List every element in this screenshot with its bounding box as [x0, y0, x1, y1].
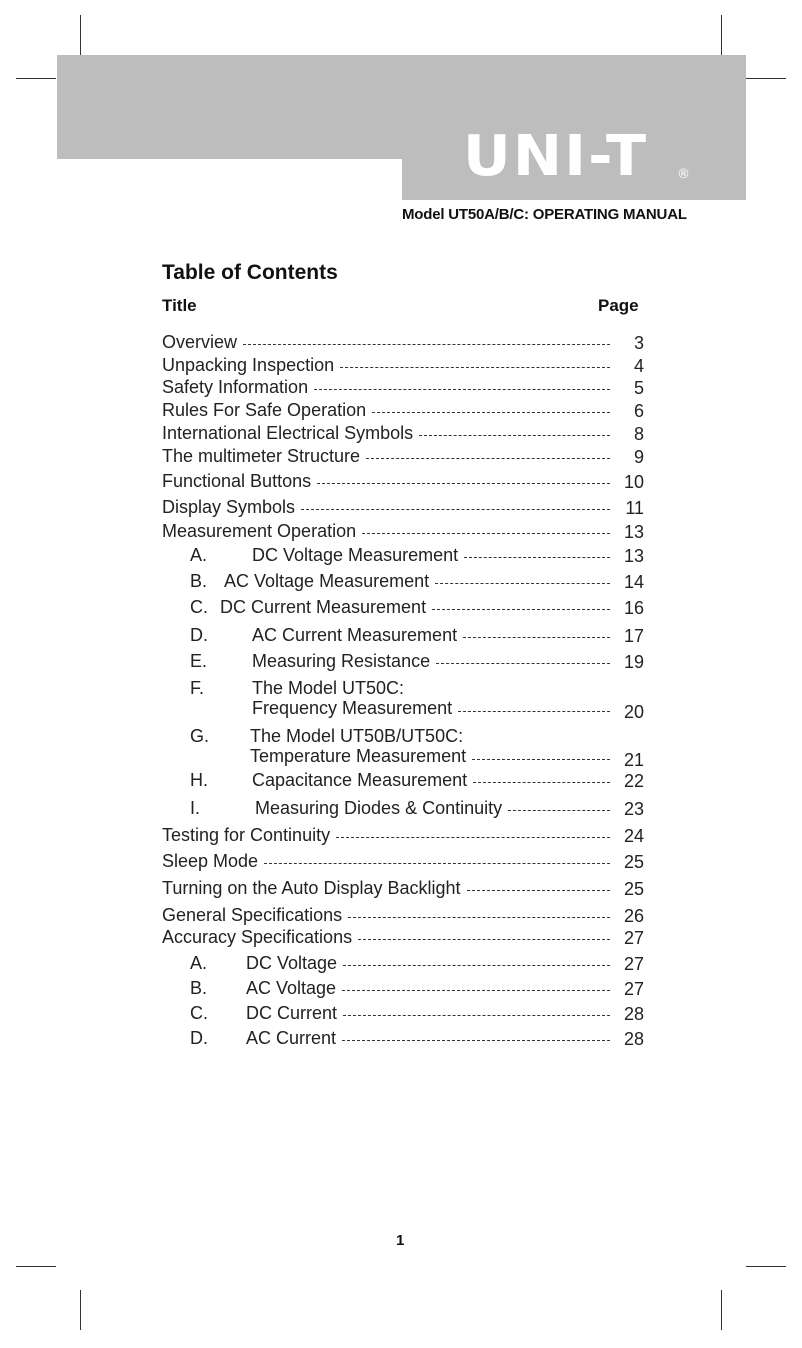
toc-entry-title	[246, 953, 337, 974]
toc-entry-leader	[473, 782, 610, 783]
toc-entry[interactable]	[0, 400, 802, 424]
toc-entry-leader	[336, 837, 610, 838]
toc-entry-letter: I.	[190, 798, 201, 818]
toc-entry-leader	[348, 917, 610, 918]
toc-entry[interactable]	[0, 377, 802, 401]
toc-entry-page: 19	[623, 652, 644, 672]
toc-entry-title-line: Turning on the Auto Display Backlight	[162, 878, 461, 898]
toc-entry-page: 28	[623, 1004, 644, 1024]
toc-entry-title	[252, 545, 458, 566]
toc-entry[interactable]	[0, 978, 802, 1002]
toc-entry-page: 11	[625, 498, 644, 518]
toc-entry-title-line: DC Voltage Measurement	[252, 545, 459, 565]
toc-entry[interactable]	[0, 651, 802, 675]
toc-entry-letter: B.	[190, 571, 208, 591]
toc-entry-title-line: Testing for Continuity	[162, 825, 331, 845]
toc-entry-leader	[342, 1040, 610, 1041]
crop-mark-bottom-right-h	[746, 1266, 786, 1267]
toc-entry-title-line: DC Current Measurement	[220, 597, 427, 617]
toc-entry-page: 28	[623, 1029, 644, 1049]
toc-entry-leader	[366, 458, 610, 459]
toc-entry-leader	[340, 367, 610, 368]
toc-entry-letter: G.	[190, 726, 210, 746]
toc-entry-title-line: Unpacking Inspection	[162, 355, 335, 375]
toc-entry-leader	[419, 435, 610, 436]
toc-entry-page: 10	[623, 472, 644, 492]
toc-entry[interactable]	[0, 825, 802, 849]
toc-entry[interactable]	[0, 355, 802, 379]
toc-entry-page: 5	[633, 378, 644, 398]
toc-entry-title	[246, 978, 336, 999]
toc-entry-leader	[314, 389, 610, 390]
toc-entry-letter: D.	[190, 625, 208, 645]
toc-entry-leader	[508, 810, 610, 811]
toc-entry-page: 17	[623, 626, 644, 646]
toc-entry-page: 27	[623, 979, 644, 999]
toc-entry-leader	[436, 663, 610, 664]
toc-entry-title-line: Display Symbols	[162, 497, 296, 517]
toc-entry-letter: B.	[190, 978, 208, 998]
toc-entry-title	[252, 651, 430, 672]
toc-entry[interactable]	[0, 678, 802, 722]
toc-entry-title-line: The Model UT50C:	[252, 678, 405, 698]
crop-mark-top-left	[80, 15, 81, 55]
toc-entry[interactable]	[0, 545, 802, 569]
toc-entry-leader	[317, 483, 610, 484]
toc-entry-leader	[472, 759, 610, 760]
toc-entry-title	[162, 851, 258, 872]
toc-entry-title-line: AC Current Measurement	[252, 625, 458, 645]
toc-entry-title-line: Capacitance Measurement	[252, 770, 468, 790]
toc-entry-letter: F.	[190, 678, 205, 698]
toc-entry[interactable]	[0, 497, 802, 521]
toc-entry-leader	[301, 509, 610, 510]
toc-entry-leader	[372, 412, 610, 413]
toc-entry[interactable]	[0, 1028, 802, 1052]
toc-entry[interactable]	[0, 446, 802, 470]
toc-entry[interactable]	[0, 953, 802, 977]
toc-entry-title-line: Functional Buttons	[162, 471, 312, 491]
toc-entry-letter: D.	[190, 1028, 208, 1048]
crop-mark-top-right-h	[746, 78, 786, 79]
toc-heading: Table of Contents	[162, 261, 338, 284]
toc-entry-title	[162, 400, 366, 421]
toc-entry-leader	[343, 1015, 610, 1016]
toc-entry-title-line-2: Frequency Measurement	[252, 698, 453, 718]
toc-entry-title-line: Safety Information	[162, 377, 309, 397]
toc-entry-title	[246, 1003, 337, 1024]
brand-logo: UNI-T	[463, 124, 649, 189]
toc-entry-title	[162, 878, 461, 899]
toc-entry[interactable]	[0, 332, 802, 356]
toc-entry[interactable]	[0, 770, 802, 794]
toc-entry-title-line: DC Voltage	[246, 953, 338, 973]
toc-entry-title-line: AC Current	[246, 1028, 337, 1048]
toc-entry-title	[252, 625, 457, 646]
toc-entry-title-line: Measurement Operation	[162, 521, 357, 541]
toc-entry-letter: E.	[190, 651, 208, 671]
toc-entry-leader	[464, 557, 610, 558]
toc-entry-title	[162, 825, 330, 846]
toc-entry-title	[252, 678, 452, 718]
toc-entry-letter: C.	[190, 597, 208, 617]
toc-entry[interactable]	[0, 927, 802, 951]
toc-entry[interactable]	[0, 423, 802, 447]
crop-mark-bottom-left	[80, 1290, 81, 1330]
toc-entry-letter: H.	[190, 770, 208, 790]
registered-mark: ®	[677, 167, 690, 182]
toc-entry-title	[246, 1028, 336, 1049]
toc-entry-leader	[343, 965, 610, 966]
toc-entry-leader	[362, 533, 610, 534]
toc-entry-title-line: Overview	[162, 332, 238, 352]
toc-entry-leader	[264, 863, 610, 864]
toc-entry-leader	[243, 344, 610, 345]
toc-entry[interactable]	[0, 798, 802, 822]
toc-entry-title-line: AC Voltage	[246, 978, 337, 998]
toc-entry-leader	[463, 637, 610, 638]
toc-entry-title	[162, 521, 356, 542]
toc-entry-title	[220, 597, 426, 618]
toc-entry-title-line: Rules For Safe Operation	[162, 400, 367, 420]
toc-entry-page: 26	[623, 906, 644, 926]
toc-entry-letter: A.	[190, 545, 208, 565]
toc-entry[interactable]	[0, 521, 802, 545]
toc-entry[interactable]	[0, 878, 802, 902]
toc-entry-page: 4	[633, 356, 644, 376]
toc-entry-page: 27	[623, 928, 644, 948]
toc-column-page: Page	[598, 296, 639, 315]
toc-entry-title-line: The multimeter Structure	[162, 446, 361, 466]
toc-entry-leader	[358, 939, 610, 940]
toc-entry[interactable]	[0, 571, 802, 595]
manual-title: Model UT50A/B/C: OPERATING MANUAL	[402, 206, 687, 223]
toc-entry-page: 14	[623, 572, 644, 592]
toc-entry-title	[162, 332, 237, 353]
toc-entry-page: 13	[623, 522, 644, 542]
toc-entry-letter: C.	[190, 1003, 208, 1023]
toc-entry-title-line: Accuracy Specifications	[162, 927, 353, 947]
toc-entry-leader	[435, 583, 610, 584]
toc-entry-leader	[467, 890, 610, 891]
toc-entry-page: 20	[623, 702, 644, 722]
toc-entry[interactable]	[0, 597, 802, 621]
toc-entry-leader	[458, 711, 610, 712]
toc-entry-title	[162, 377, 308, 398]
toc-entry-page: 16	[623, 598, 644, 618]
toc-entry-title	[255, 798, 502, 819]
toc-entry-page: 22	[623, 771, 644, 791]
toc-entry-title-line: AC Voltage Measurement	[224, 571, 430, 591]
toc-entry-leader	[432, 609, 610, 610]
toc-entry-title-line: Measuring Resistance	[252, 651, 431, 671]
toc-entry-page: 9	[633, 447, 644, 467]
toc-entry-page: 6	[633, 401, 644, 421]
toc-entry-leader	[342, 990, 610, 991]
toc-entry[interactable]	[0, 726, 802, 770]
toc-entry-title	[162, 446, 360, 467]
toc-entry-page: 13	[623, 546, 644, 566]
toc-entry[interactable]	[0, 851, 802, 875]
toc-entry[interactable]	[0, 625, 802, 649]
toc-entry-page: 3	[633, 333, 644, 353]
toc-entry-title	[162, 355, 334, 376]
crop-mark-bottom-right	[721, 1290, 722, 1330]
toc-entry-page: 23	[623, 799, 644, 819]
toc-entry-title	[252, 770, 467, 791]
toc-entry-letter: A.	[190, 953, 208, 973]
toc-entry-title-line: Measuring Diodes & Continuity	[255, 798, 503, 818]
toc-entry-title-line: General Specifications	[162, 905, 343, 925]
crop-mark-top-right	[721, 15, 722, 55]
crop-mark-top-left-h	[16, 78, 56, 79]
toc-entry-page: 21	[623, 750, 644, 770]
toc-entry-title-line: International Electrical Symbols	[162, 423, 414, 443]
toc-entry[interactable]	[0, 1003, 802, 1027]
toc-entry-title	[224, 571, 429, 592]
toc-entry-title	[250, 726, 466, 766]
toc-entry-page: 25	[623, 879, 644, 899]
toc-entry-title	[162, 927, 352, 948]
toc-entry-title	[162, 905, 342, 926]
toc-entry-title-line: DC Current	[246, 1003, 338, 1023]
toc-entry-title-line: The Model UT50B/UT50C:	[250, 726, 464, 746]
toc-entry-title-line: Sleep Mode	[162, 851, 259, 871]
toc-entry-page: 25	[623, 852, 644, 872]
toc-entry-title	[162, 471, 311, 492]
page-number: 1	[396, 1232, 405, 1249]
toc-entry[interactable]	[0, 471, 802, 495]
toc-entry[interactable]	[0, 905, 802, 929]
toc-entry-title-line-2: Temperature Measurement	[250, 746, 467, 766]
toc-column-title: Title	[162, 296, 197, 315]
toc-entry-title	[162, 423, 413, 444]
crop-mark-bottom-left-h	[16, 1266, 56, 1267]
toc-entry-page: 27	[623, 954, 644, 974]
toc-entry-page: 24	[623, 826, 644, 846]
toc-entry-title	[162, 497, 295, 518]
toc-entry-page: 8	[633, 424, 644, 444]
